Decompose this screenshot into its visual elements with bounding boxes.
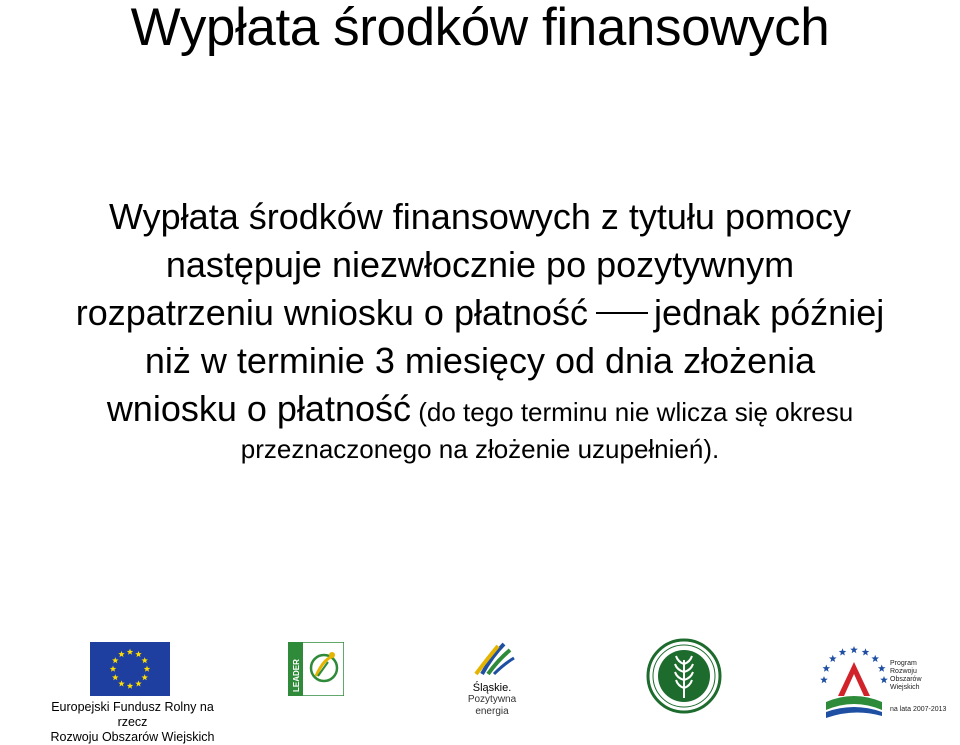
- body-line-2: następuje niezwłocznie po pozytywnym: [165, 244, 795, 285]
- slide-title: Wypłata środków finansowych: [130, 0, 830, 57]
- prow-star-icon: [878, 665, 886, 672]
- prow-star-icon: [850, 646, 858, 653]
- slaskie-logo: [452, 636, 532, 717]
- prow-caption-2: Rozwoju: [890, 668, 917, 675]
- prow-star-icon: [829, 655, 837, 662]
- body-line-5: [0, 385, 960, 436]
- slaskie-caption-1: Śląskie.: [472, 682, 512, 694]
- leader-logo: [288, 642, 344, 696]
- eu-caption: [40, 700, 225, 745]
- leader-logo-text: LEADER: [292, 659, 301, 692]
- body-line-6: przeznaczonego na złożenie uzupełnień).: [240, 434, 720, 464]
- prow-emblem-icon: [818, 632, 890, 720]
- eu-caption-line-1: Europejski Fundusz Rolny na rzecz: [51, 700, 214, 729]
- eu-flag-logo: [90, 642, 170, 696]
- eu-caption-line-2: Rozwoju Obszarów Wiejskich: [50, 730, 215, 744]
- ministry-seal-logo: [646, 638, 722, 714]
- body-paragraph: [0, 193, 960, 466]
- prow-caption: [890, 660, 946, 714]
- prow-caption-1: Program: [890, 660, 917, 667]
- body-line-4: niż w terminie 3 miesięcy od dnia złożenia: [144, 340, 816, 381]
- prow-caption-5: na lata 2007-2013: [890, 706, 947, 713]
- prow-star-icon: [862, 648, 870, 655]
- em-dash: [596, 312, 648, 314]
- slaskie-waves-icon: [452, 636, 532, 680]
- prow-star-icon: [822, 665, 830, 672]
- body-line-1: Wypłata środków finansowych z tytułu pomocy: [109, 196, 851, 237]
- body-line-5b: (do tego terminu nie wlicza się okresu: [410, 397, 854, 427]
- prow-caption-3: Obszarów: [890, 676, 922, 683]
- prow-star-icon: [839, 648, 847, 655]
- prow-caption-4: Wiejskich: [890, 684, 920, 691]
- logo-strip: [0, 630, 960, 744]
- prow-star-icon: [880, 676, 888, 683]
- body-line-3b: jednak później: [654, 292, 885, 333]
- prow-logo: [818, 632, 958, 722]
- prow-star-icon: [871, 655, 879, 662]
- body-line-3a: rozpatrzeniu wniosku o płatność: [75, 292, 589, 333]
- prow-star-icon: [820, 676, 828, 683]
- slaskie-caption-2: Pozytywna energia: [467, 694, 517, 717]
- body-line-5a: wniosku o płatność: [106, 388, 411, 429]
- body-line-3: [0, 289, 960, 337]
